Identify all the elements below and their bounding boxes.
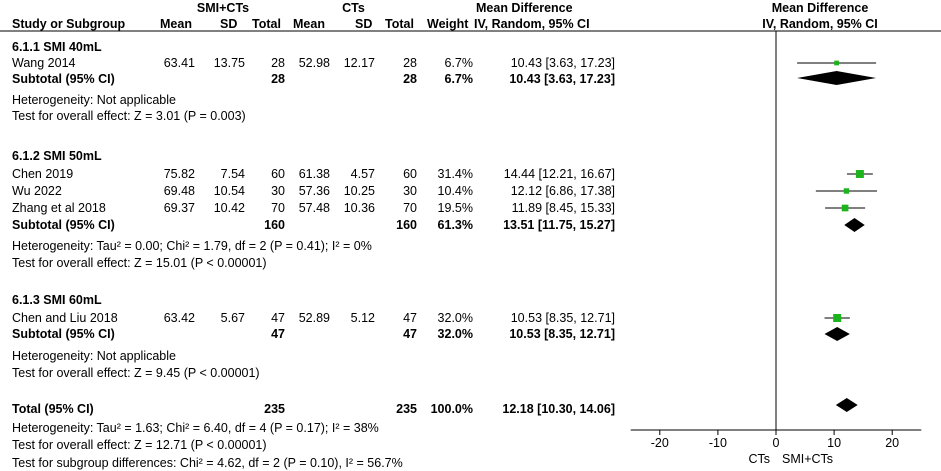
total1: 30 (271, 184, 285, 198)
axis-ticks (651, 430, 899, 450)
subtotal-weight: 32.0% (437, 327, 473, 341)
col-total1: Total (252, 17, 281, 31)
weight: 32.0% (437, 311, 473, 325)
ci-text: 11.89 [8.45, 15.33] (511, 201, 615, 215)
col-study: Study or Subgroup (12, 17, 126, 31)
subtotal-ci: 10.43 [3.63, 17.23] (509, 72, 615, 86)
study-name: Wang 2014 (12, 56, 76, 70)
col-mean1: Mean (160, 17, 192, 31)
total-heterogeneity-text: Heterogeneity: Tau² = 1.63; Chi² = 6.40, df = 4 (P = 0.17); I² = 38% (12, 421, 379, 435)
study-marker (834, 61, 839, 66)
subtotal-weight: 6.7% (444, 72, 473, 86)
heterogeneity-text: Heterogeneity: Not applicable (12, 349, 176, 363)
ci-text: 12.12 [6.86, 17.38] (510, 184, 615, 198)
col-sd1: SD (220, 17, 238, 31)
mean1: 75.82 (163, 167, 195, 181)
total2: 60 (403, 167, 417, 181)
mean2: 61.38 (298, 167, 330, 181)
sd2: 12.17 (343, 56, 375, 70)
subgroup-differences-text: Test for subgroup differences: Chi² = 4.62, df = 2 (P = 0.10), I² = 56.7% (12, 456, 403, 470)
md-subtitle: IV, Random, 95% CI (474, 17, 590, 31)
total1: 70 (271, 201, 285, 215)
summary-diamond (797, 71, 876, 85)
sd2: 5.12 (350, 311, 375, 325)
mean1: 69.37 (163, 201, 195, 215)
weight: 19.5% (437, 201, 473, 215)
study-name: Chen 2019 (12, 167, 74, 181)
overall-effect-text: Test for overall effect: Z = 3.01 (P = 0.003) (12, 109, 246, 123)
col-sd2: SD (355, 17, 373, 31)
weight: 6.7% (444, 56, 473, 70)
subtotal-total2: 47 (403, 327, 417, 341)
subtotal-weight: 61.3% (437, 218, 473, 232)
subtotal-total1: 47 (271, 327, 285, 341)
weight: 10.4% (437, 184, 473, 198)
sd1: 10.54 (213, 184, 245, 198)
subtotal-label: Subtotal (95% CI) (12, 327, 115, 341)
subgroup-title: 6.1.1 SMI 40mL (12, 40, 102, 54)
overall-effect-text: Test for overall effect: Z = 15.01 (P < 0.00001) (12, 256, 267, 270)
subtotal-total2: 28 (403, 72, 417, 86)
weight: 31.4% (437, 167, 473, 181)
ci-text: 10.53 [8.35, 12.71] (510, 311, 615, 325)
total2: 28 (403, 56, 417, 70)
plot-subtitle: IV, Random, 95% CI (762, 17, 878, 31)
subtotal-label: Subtotal (95% CI) (12, 72, 115, 86)
total-total2: 235 (396, 402, 417, 416)
col-total2: Total (385, 17, 414, 31)
group1-header: SMI+CTs (196, 1, 250, 15)
total1: 47 (271, 311, 285, 325)
axis-tick-label: 20 (885, 436, 900, 450)
study-marks (797, 61, 877, 322)
sd2: 10.25 (343, 184, 375, 198)
mean2: 52.98 (298, 56, 330, 70)
study-name: Chen and Liu 2018 (12, 311, 118, 325)
total-overall-effect-text: Test for overall effect: Z = 12.71 (P < 0.00001) (12, 438, 267, 452)
total2: 47 (403, 311, 417, 325)
total2: 30 (403, 184, 417, 198)
sd1: 13.75 (213, 56, 245, 70)
sd2: 4.57 (350, 167, 375, 181)
total1: 60 (271, 167, 285, 181)
plot-title: Mean Difference (771, 1, 869, 15)
total1: 28 (271, 56, 285, 70)
mean1: 69.48 (163, 184, 195, 198)
study-marker (844, 188, 849, 193)
axis-tick-label: -20 (650, 436, 669, 450)
axis-tick-label: 0 (772, 436, 780, 450)
mean1: 63.41 (163, 56, 195, 70)
md-title: Mean Difference (476, 1, 573, 15)
total-label: Total (95% CI) (12, 402, 94, 416)
total-weight: 100.0% (430, 402, 473, 416)
sd1: 5.67 (220, 311, 245, 325)
summary-diamond (825, 327, 850, 341)
subtotal-label: Subtotal (95% CI) (12, 218, 115, 232)
subtotal-ci: 10.53 [8.35, 12.71] (509, 327, 615, 341)
total-ci: 12.18 [10.30, 14.06] (502, 402, 615, 416)
ci-text: 14.44 [12.21, 16.67] (503, 167, 615, 181)
group2-header: CTs (342, 1, 365, 15)
ci-text: 10.43 [3.63, 17.23] (510, 56, 615, 70)
subtotal-ci: 13.51 [11.75, 15.27] (503, 218, 615, 232)
mean2: 57.36 (298, 184, 330, 198)
study-marker (842, 205, 849, 212)
overall-effect-text: Test for overall effect: Z = 9.45 (P < 0.00001) (12, 366, 260, 380)
summary-diamonds (797, 71, 876, 412)
summary-diamond (836, 398, 858, 412)
subgroup-title: 6.1.3 SMI 60mL (12, 293, 102, 307)
study-name: Wu 2022 (12, 184, 62, 198)
sd1: 10.42 (213, 201, 245, 215)
study-name: Zhang et al 2018 (12, 201, 106, 215)
mean2: 52.89 (298, 311, 330, 325)
heterogeneity-text: Heterogeneity: Not applicable (12, 93, 176, 107)
subtotal-total1: 28 (271, 72, 285, 86)
study-marker (856, 170, 864, 178)
sd1: 7.54 (220, 167, 245, 181)
col-mean2: Mean (293, 17, 325, 31)
subgroup-title: 6.1.2 SMI 50mL (12, 149, 102, 163)
axis-tick-label: -10 (708, 436, 727, 450)
sd2: 10.36 (343, 201, 375, 215)
mean1: 63.42 (163, 311, 195, 325)
summary-diamond (844, 218, 864, 232)
axis-left-label: CTs (748, 452, 770, 466)
axis-tick-label: 10 (827, 436, 842, 450)
mean2: 57.48 (298, 201, 330, 215)
total2: 70 (403, 201, 417, 215)
subtotal-total2: 160 (396, 218, 417, 232)
col-weight: Weight (427, 17, 469, 31)
axis-right-label: SMI+CTs (782, 452, 834, 466)
total-total1: 235 (264, 402, 285, 416)
study-marker (833, 314, 841, 322)
subtotal-total1: 160 (264, 218, 285, 232)
heterogeneity-text: Heterogeneity: Tau² = 0.00; Chi² = 1.79, df = 2 (P = 0.41); I² = 0% (12, 239, 372, 253)
